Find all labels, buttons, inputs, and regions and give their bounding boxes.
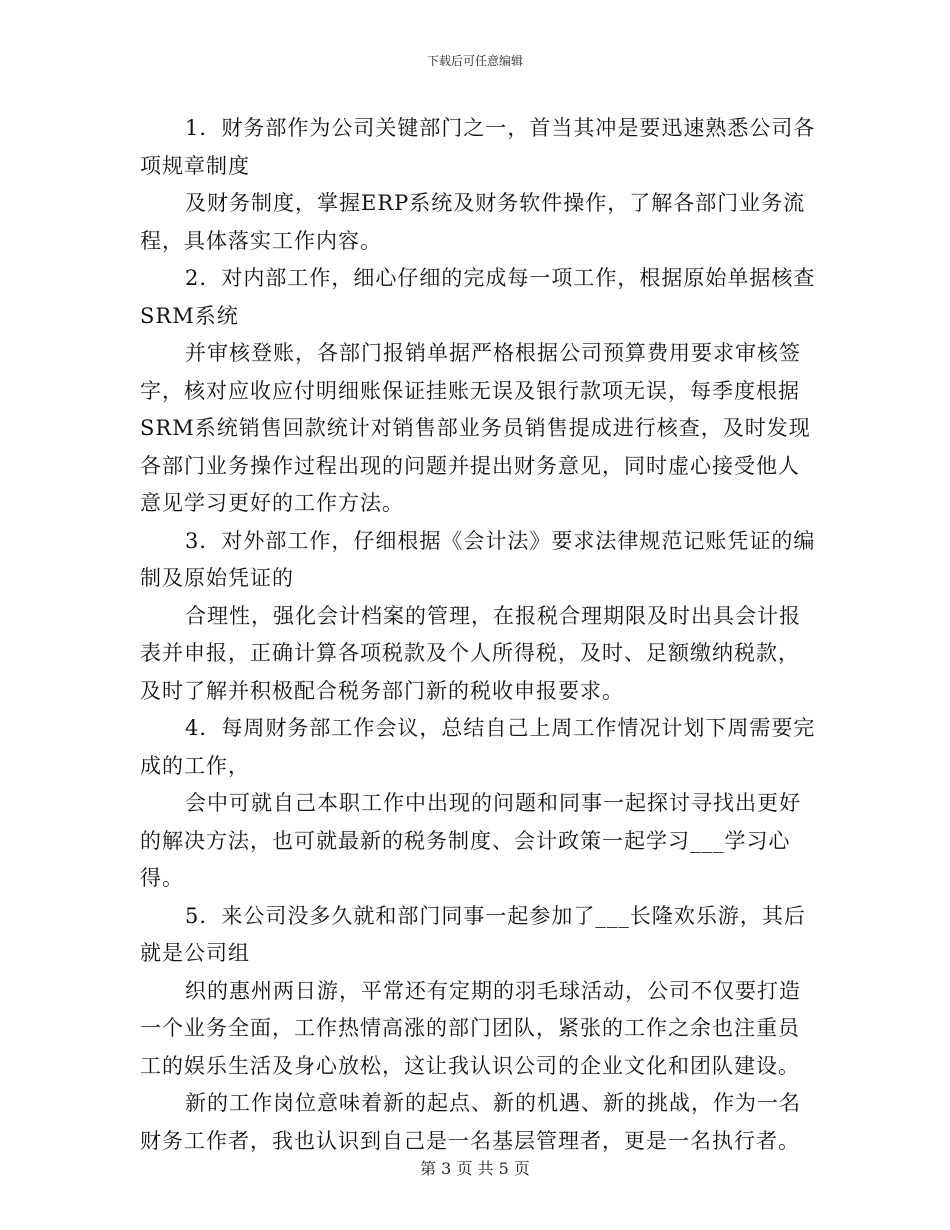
paragraph-5: 3．对外部工作，仔细根据《会计法》要求法律规范记账凭证的编制及原始凭证的 bbox=[140, 528, 816, 590]
document-body bbox=[140, 110, 820, 1160]
page-number: 第 3 页 共 5 页 bbox=[420, 1159, 530, 1178]
paragraph-6: 合理性，强化会计档案的管理，在报税合理期限及时出具会计报表并申报，正确计算各项税款及个人所得税，及时、足额缴纳税款，及时了解并积极配合税务部门新的税收申报要求。 bbox=[140, 603, 801, 703]
page-header-note: 下载后可任意编辑 bbox=[426, 54, 523, 68]
paragraph-11: 新的工作岗位意味着新的起点、新的机遇、新的挑战，作为一名财务工作者，我也认识到自己是一名基层管理者，更是一名执行者。 bbox=[140, 1091, 801, 1153]
paragraph-7: 4．每周财务部工作会议，总结自己上周工作情况计划下周需要完成的工作， bbox=[140, 716, 816, 778]
paragraph-2: 及财务制度，掌握ERP系统及财务软件操作，了解各部门业务流程，具体落实工作内容。 bbox=[140, 191, 806, 253]
paragraph-4: 并审核登账，各部门报销单据严格根据公司预算费用要求审核签字，核对应收应付明细账保证挂账无误及银行款项无误，每季度根据SRM系统销售回款统计对销售部业务员销售提成进行核查，及时发现各部门业务操作过程出现的问题并提出财务意见，同时虚心接受他人意见学习更好的工作方法。 bbox=[140, 341, 811, 515]
paragraph-8: 会中可就自己本职工作中出现的问题和同事一起探讨寻找出更好的解决方法，也可就最新的税务制度、会计政策一起学习___学习心得。 bbox=[140, 791, 801, 890]
paragraph-3: 2．对内部工作，细心仔细的完成每一项工作，根据原始单据核查SRM系统 bbox=[140, 266, 816, 328]
paragraph-1: 1．财务部作为公司关键部门之一，首当其冲是要迅速熟悉公司各项规章制度 bbox=[140, 116, 816, 178]
paragraph-10: 织的惠州两日游，平常还有定期的羽毛球活动，公司不仅要打造一个业务全面，工作热情高涨的部门团队，紧张的工作之余也注重员工的娱乐生活及身心放松，这让我认识公司的企业文化和团队建设。 bbox=[140, 978, 801, 1078]
paragraph-9: 5．来公司没多久就和部门同事一起参加了___长隆欢乐游，其后就是公司组 bbox=[140, 903, 806, 965]
